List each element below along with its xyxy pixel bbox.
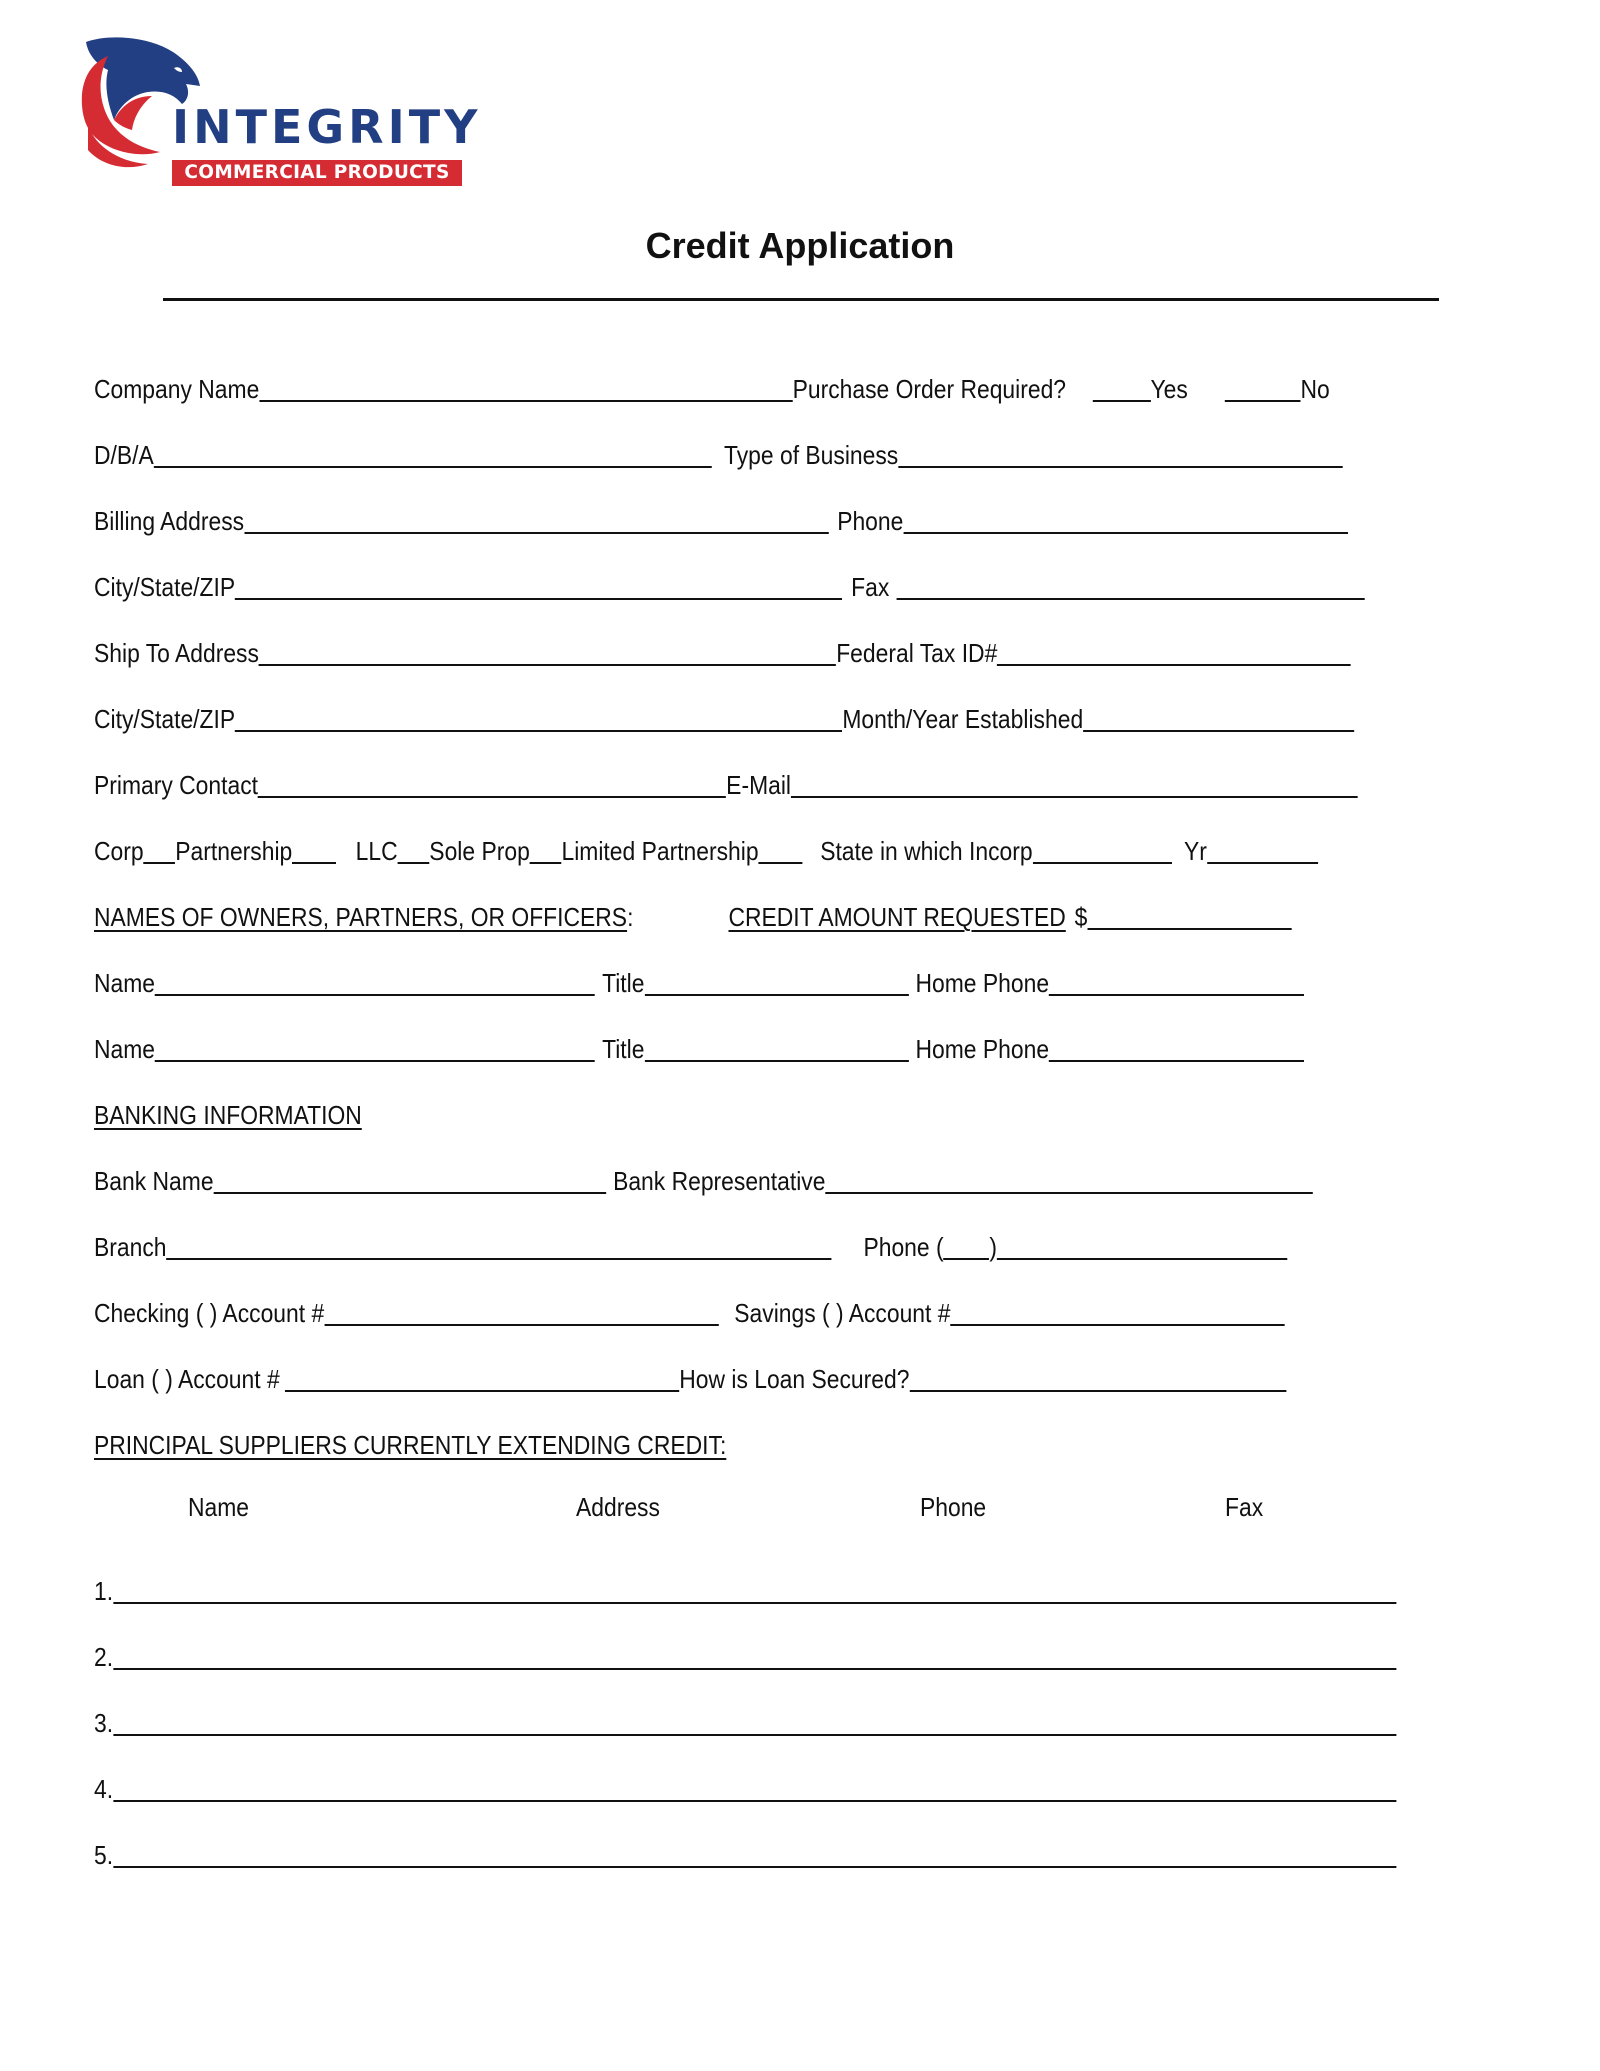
row-branch (94, 1222, 1287, 1262)
po-no-field[interactable] (1225, 374, 1301, 402)
bank-phone-field[interactable] (997, 1232, 1287, 1260)
checking-label: Checking ( ) Account # (94, 1298, 325, 1328)
supplier-row-4 (94, 1764, 1396, 1804)
limited-partnership-field[interactable] (759, 836, 803, 864)
limited-partnership-label: Limited Partnership (561, 836, 759, 866)
ship-to-address-field[interactable] (259, 638, 836, 666)
row-loan (94, 1354, 1286, 1394)
company-name-label: Company Name (94, 374, 260, 404)
state-incorp-field[interactable] (1033, 836, 1172, 864)
loan-label: Loan ( ) Account # (94, 1364, 280, 1394)
city-state-zip-field[interactable] (235, 572, 842, 600)
owners-heading: NAMES OF OWNERS, PARTNERS, OR OFFICERS (94, 902, 628, 932)
supplier-row-3 (94, 1698, 1396, 1738)
supplier-row-number: 1. (94, 1576, 114, 1606)
owner-1-title-field[interactable] (644, 968, 908, 996)
llc-label: LLC (355, 836, 398, 866)
owner-2-name-field[interactable] (155, 1034, 595, 1062)
row-entity (94, 826, 1318, 866)
page-title: Credit Application (645, 225, 955, 266)
owner-2-home-phone-field[interactable] (1049, 1034, 1304, 1062)
credit-amount-label: CREDIT AMOUNT REQUESTED (728, 902, 1066, 932)
company-logo (78, 34, 482, 194)
federal-tax-id-label: Federal Tax ID# (836, 638, 998, 668)
type-of-business-label: Type of Business (724, 440, 899, 470)
row-owner-1 (94, 958, 1304, 998)
supplier-3-field[interactable] (113, 1708, 1396, 1736)
corp-field[interactable] (144, 836, 176, 864)
owner-2-home-phone-label: Home Phone (915, 1034, 1050, 1064)
owners-heading-colon: : (627, 902, 634, 932)
row-billing (94, 496, 1348, 536)
po-yes-label: Yes (1150, 374, 1188, 404)
row-contact (94, 760, 1358, 800)
row-city2 (94, 694, 1354, 734)
logo-wordmark: INTEGRITY (172, 100, 482, 154)
city-state-zip-2-field[interactable] (235, 704, 842, 732)
savings-label: Savings ( ) Account # (734, 1298, 951, 1328)
row-ship (94, 628, 1351, 668)
owner-2-name-label: Name (94, 1034, 156, 1064)
yr-label: Yr (1183, 836, 1207, 866)
owner-1-title-label: Title (602, 968, 645, 998)
row-owner-2 (94, 1024, 1304, 1064)
state-incorp-label: State in which Incorp (820, 836, 1033, 866)
dba-label: D/B/A (94, 440, 154, 470)
loan-account-field[interactable] (285, 1364, 679, 1392)
banking-heading: BANKING INFORMATION (94, 1100, 362, 1130)
loan-secured-field[interactable] (909, 1364, 1286, 1392)
loan-secured-label: How is Loan Secured? (679, 1364, 910, 1394)
suppliers-col-phone: Phone (920, 1492, 987, 1522)
fax-label: Fax (851, 572, 890, 602)
supplier-row-number: 5. (94, 1840, 114, 1870)
suppliers-col-name: Name (188, 1492, 250, 1522)
suppliers-col-address: Address (576, 1492, 660, 1522)
llc-field[interactable] (398, 836, 430, 864)
branch-field[interactable] (167, 1232, 832, 1260)
po-required-label: Purchase Order Required? (792, 374, 1067, 404)
primary-contact-label: Primary Contact (94, 770, 259, 800)
suppliers-col-fax: Fax (1225, 1492, 1264, 1522)
supplier-row-1 (94, 1566, 1396, 1606)
primary-contact-field[interactable] (258, 770, 726, 798)
suppliers-heading: PRINCIPAL SUPPLIERS CURRENTLY EXTENDING CREDIT: (94, 1430, 727, 1460)
sole-prop-field[interactable] (530, 836, 562, 864)
row-dba (94, 430, 1343, 470)
owner-2-title-field[interactable] (644, 1034, 908, 1062)
row-banking-heading (94, 1090, 362, 1130)
city-state-zip-2-label: City/State/ZIP (94, 704, 236, 734)
bank-rep-label: Bank Representative (613, 1166, 826, 1196)
bank-name-label: Bank Name (94, 1166, 214, 1196)
bank-rep-field[interactable] (825, 1166, 1313, 1194)
partnership-field[interactable] (292, 836, 336, 864)
email-label: E-Mail (726, 770, 792, 800)
bank-phone-close: ) (989, 1232, 998, 1262)
row-owners-heading (94, 892, 1291, 932)
po-yes-field[interactable] (1092, 374, 1150, 402)
dba-field[interactable] (154, 440, 712, 468)
row-bank (94, 1156, 1313, 1196)
partnership-label: Partnership (175, 836, 293, 866)
city-state-zip-label: City/State/ZIP (94, 572, 236, 602)
type-of-business-field[interactable] (898, 440, 1342, 468)
row-suppliers-heading (94, 1420, 726, 1460)
billing-address-field[interactable] (244, 506, 828, 534)
credit-amount-field[interactable] (1087, 902, 1291, 930)
supplier-row-number: 2. (94, 1642, 114, 1672)
owner-1-home-phone-field[interactable] (1049, 968, 1304, 996)
supplier-5-field[interactable] (113, 1840, 1396, 1868)
savings-account-field[interactable] (950, 1298, 1284, 1326)
supplier-row-2 (94, 1632, 1396, 1672)
bank-phone-area-field[interactable] (944, 1232, 990, 1260)
supplier-1-field[interactable] (113, 1576, 1396, 1604)
fax-field[interactable] (896, 572, 1364, 600)
month-year-established-field[interactable] (1083, 704, 1354, 732)
supplier-4-field[interactable] (113, 1774, 1396, 1802)
phone-field[interactable] (903, 506, 1347, 534)
checking-account-field[interactable] (324, 1298, 718, 1326)
row-company (94, 364, 1330, 404)
owner-1-home-phone-label: Home Phone (915, 968, 1050, 998)
bank-phone-label: Phone ( (863, 1232, 944, 1262)
owner-2-title-label: Title (602, 1034, 645, 1064)
logo-tagline: COMMERCIAL PRODUCTS (172, 160, 462, 186)
corp-label: Corp (94, 836, 144, 866)
po-no-label: No (1300, 374, 1330, 404)
bank-name-field[interactable] (214, 1166, 606, 1194)
sole-prop-label: Sole Prop (429, 836, 530, 866)
month-year-established-label: Month/Year Established (842, 704, 1084, 734)
supplier-2-field[interactable] (113, 1642, 1396, 1670)
supplier-row-number: 3. (94, 1708, 114, 1738)
supplier-row-number: 4. (94, 1774, 114, 1804)
email-field[interactable] (791, 770, 1358, 798)
title-divider (163, 298, 1439, 301)
phone-label: Phone (837, 506, 904, 536)
owner-1-name-field[interactable] (155, 968, 595, 996)
billing-address-label: Billing Address (94, 506, 245, 536)
row-accounts (94, 1288, 1285, 1328)
owner-1-name-label: Name (94, 968, 156, 998)
ship-to-address-label: Ship To Address (94, 638, 259, 668)
currency-symbol: $ (1074, 902, 1088, 932)
federal-tax-id-field[interactable] (997, 638, 1351, 666)
supplier-row-5 (94, 1830, 1396, 1870)
yr-field[interactable] (1207, 836, 1318, 864)
company-name-field[interactable] (259, 374, 792, 402)
branch-label: Branch (94, 1232, 167, 1262)
row-city1 (94, 562, 1364, 602)
